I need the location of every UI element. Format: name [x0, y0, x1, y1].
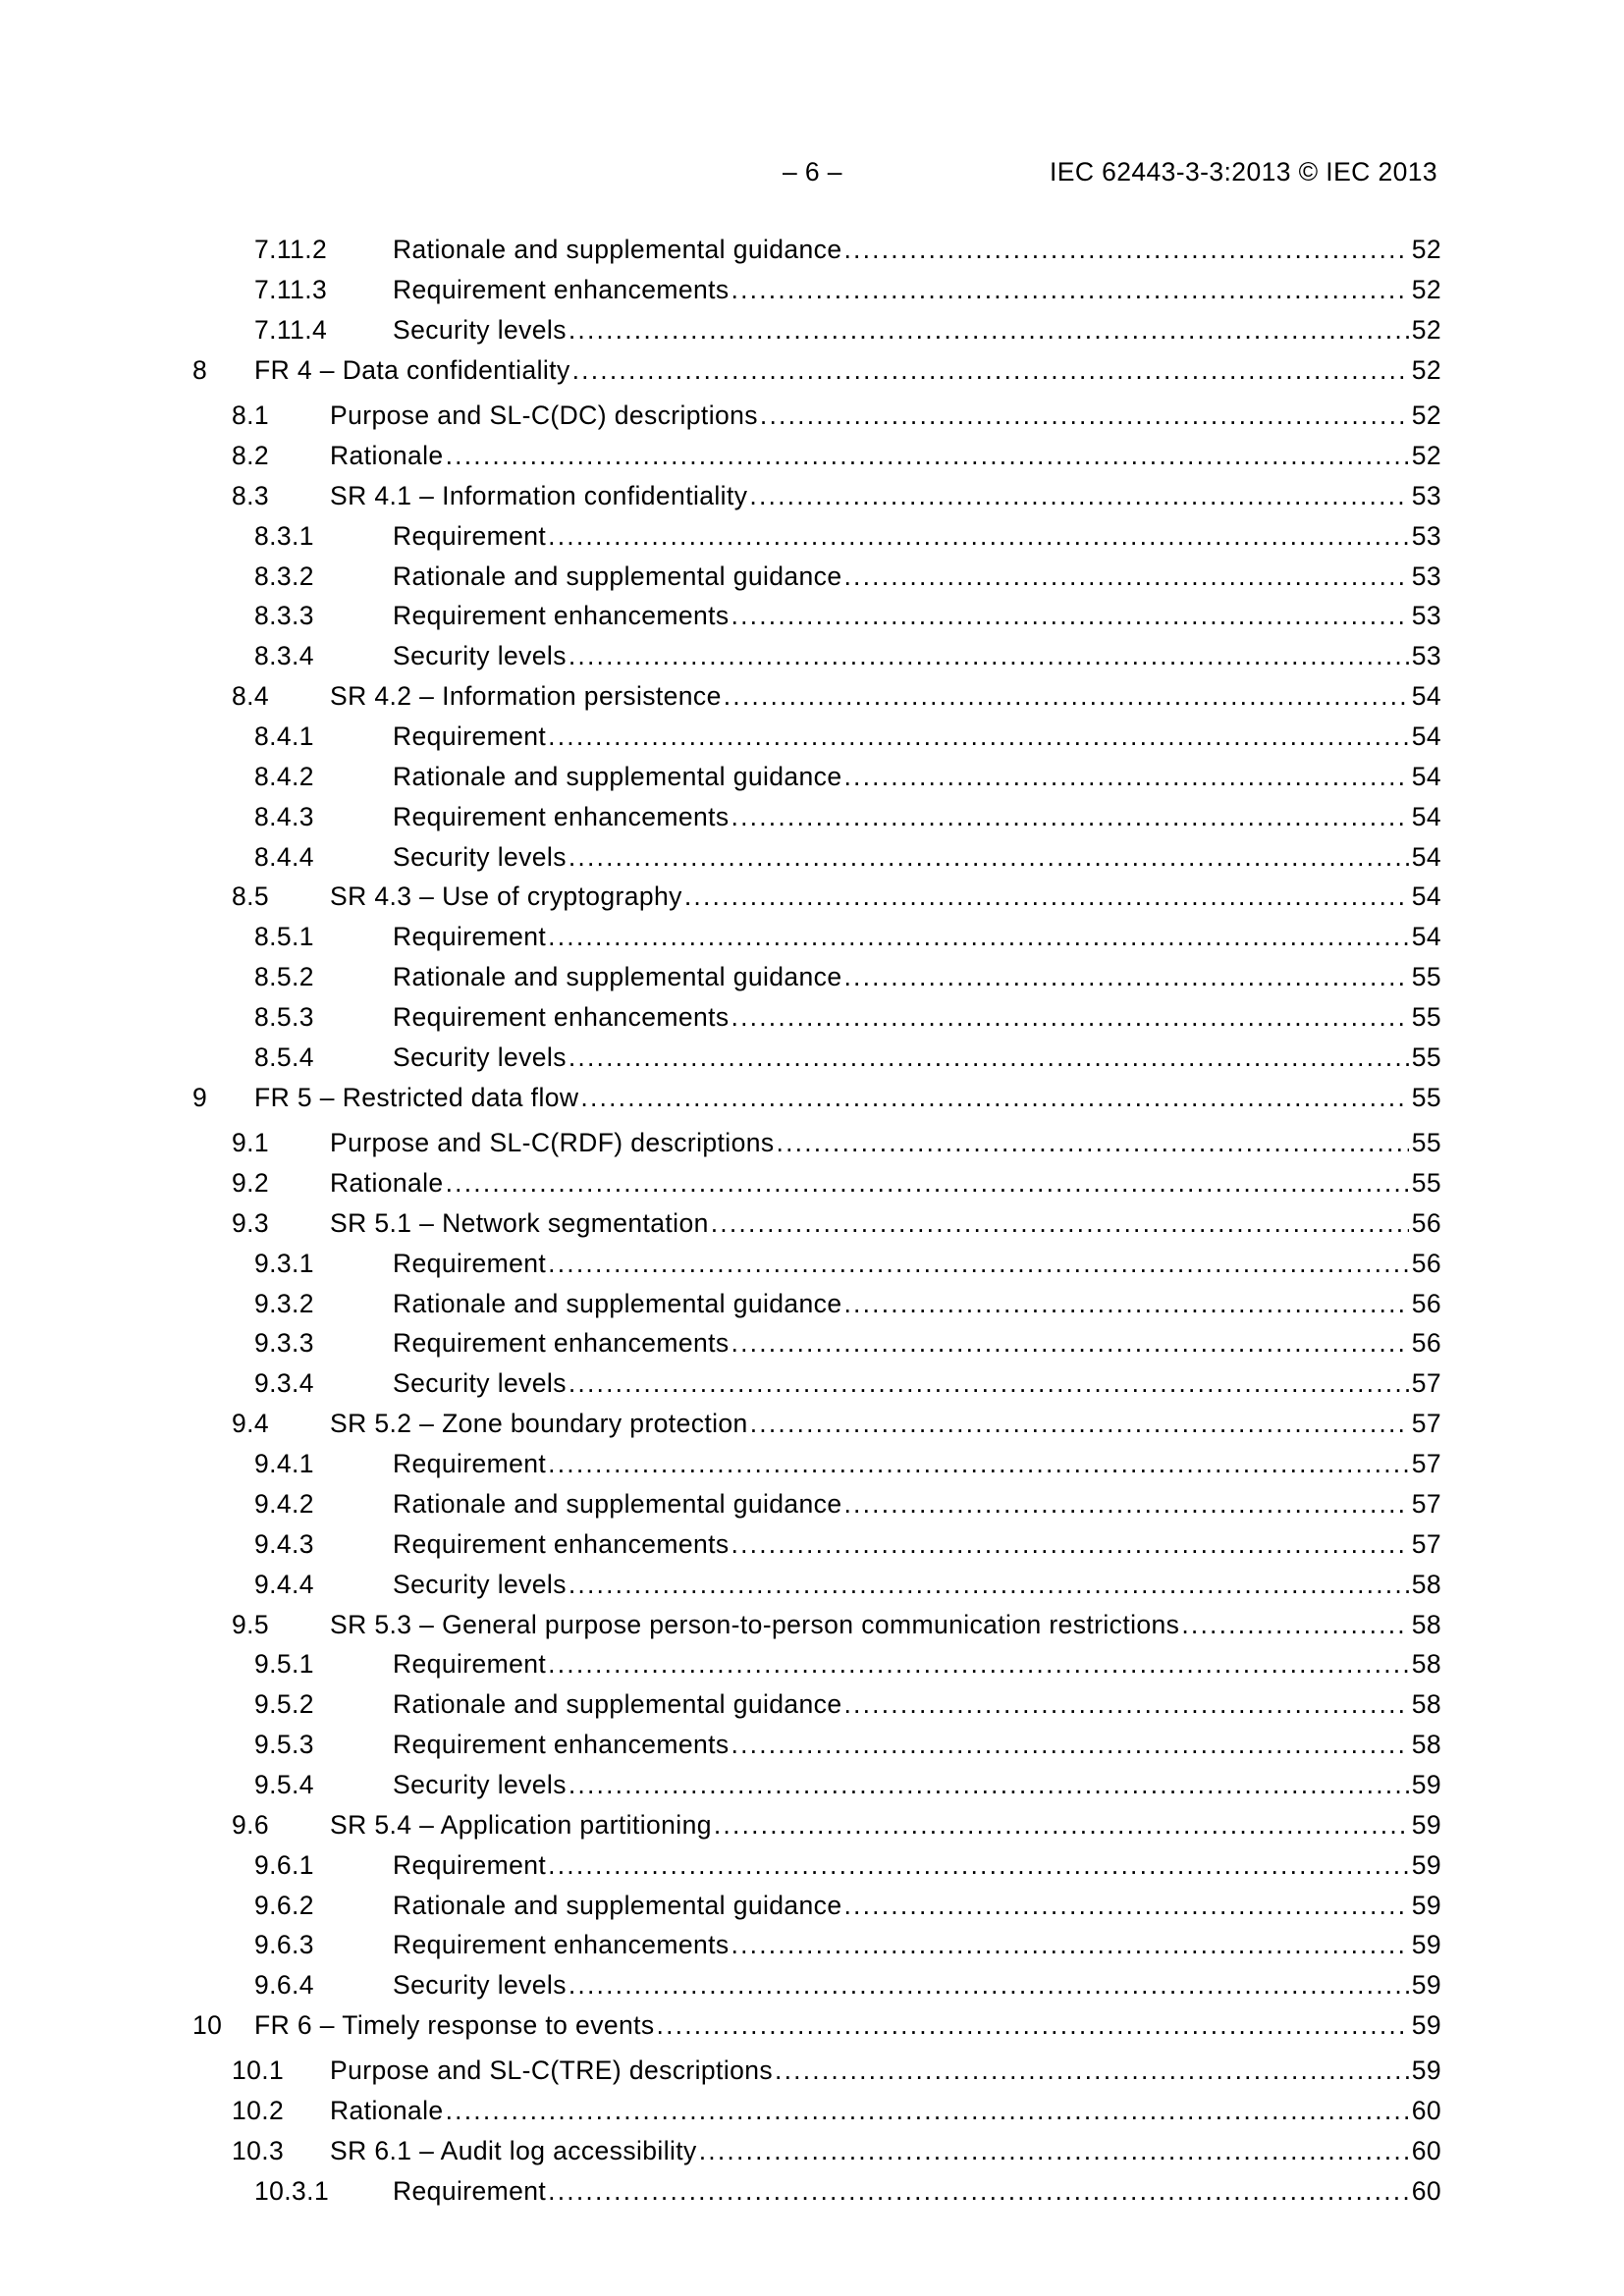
toc-entry[interactable] [0, 1767, 1624, 1802]
toc-entry-number: 8.5.1 [254, 922, 314, 951]
toc-leader-dots [843, 1286, 1409, 1321]
toc-entry-title: Security levels [393, 641, 567, 670]
toc-entry-number: 8.4.4 [254, 842, 314, 872]
toc-leader-dots [749, 478, 1409, 513]
toc-entry-number: 9.3.1 [254, 1249, 314, 1278]
toc-entry-title: SR 4.2 – Information persistence [330, 681, 722, 711]
toc-entry-number: 8.5 [232, 881, 270, 911]
toc-entry[interactable] [0, 518, 1624, 554]
toc-entry[interactable] [0, 1246, 1624, 1281]
toc-entry-page: 54 [1411, 721, 1441, 751]
toc-leader-dots [572, 352, 1409, 388]
document-reference: IEC 62443-3-3:2013 © IEC 2013 [1049, 157, 1437, 187]
toc-entry-title: Purpose and SL-C(DC) descriptions [330, 400, 758, 430]
toc-entry-page: 58 [1411, 1730, 1441, 1759]
toc-leader-dots [446, 2093, 1409, 2128]
toc-leader-dots [699, 2133, 1409, 2168]
toc-entry-page: 56 [1411, 1208, 1441, 1238]
toc-entry-page: 57 [1411, 1368, 1441, 1398]
toc-entry-title: SR 5.2 – Zone boundary protection [330, 1409, 748, 1438]
toc-entry-title: Rationale and supplemental guidance [393, 962, 842, 991]
toc-entry-number: 9.5.1 [254, 1649, 314, 1679]
toc-entry-number: 7.11.3 [254, 275, 328, 304]
toc-entry-page: 54 [1411, 802, 1441, 831]
toc-entry-number: 9.5.3 [254, 1730, 314, 1759]
toc-entry-number: 7.11.2 [254, 235, 328, 264]
toc-entry-title: Purpose and SL-C(RDF) descriptions [330, 1128, 775, 1157]
toc-entry[interactable] [0, 2053, 1624, 2088]
toc-entry[interactable] [0, 638, 1624, 673]
toc-leader-dots [775, 2053, 1409, 2088]
toc-leader-dots [548, 1246, 1409, 1281]
toc-entry-page: 57 [1411, 1409, 1441, 1438]
toc-entry-number: 8.3.1 [254, 521, 314, 551]
toc-entry-number: 8.3.2 [254, 561, 314, 591]
toc-entry[interactable] [0, 799, 1624, 834]
toc-entry[interactable] [0, 999, 1624, 1035]
toc-entry[interactable] [0, 678, 1624, 714]
toc-leader-dots [446, 438, 1409, 473]
toc-entry-page: 56 [1411, 1249, 1441, 1278]
toc-entry-title: Rationale and supplemental guidance [393, 762, 842, 791]
toc-entry-title: Requirement [393, 1249, 547, 1278]
toc-entry-number: 8.5.3 [254, 1002, 314, 1032]
toc-leader-dots [548, 2173, 1409, 2209]
toc-leader-dots [568, 1040, 1409, 1075]
toc-entry-number: 9.4.4 [254, 1570, 314, 1599]
toc-entry-number: 10.3.1 [254, 2176, 330, 2206]
toc-entry-title: SR 4.3 – Use of cryptography [330, 881, 682, 911]
toc-entry[interactable] [0, 438, 1624, 473]
toc-entry-title: SR 5.1 – Network segmentation [330, 1208, 709, 1238]
toc-entry-page: 59 [1411, 1850, 1441, 1880]
toc-entry-number: 9.4.1 [254, 1449, 314, 1478]
toc-entry[interactable] [0, 352, 1624, 388]
toc-entry-page: 55 [1411, 1128, 1441, 1157]
toc-entry[interactable] [0, 598, 1624, 633]
toc-entry-title: Rationale and supplemental guidance [393, 1289, 842, 1318]
toc-entry[interactable] [0, 478, 1624, 513]
toc-entry-page: 59 [1411, 2056, 1441, 2085]
toc-entry[interactable] [0, 1040, 1624, 1075]
toc-leader-dots [731, 799, 1409, 834]
toc-entry-title: Requirement [393, 922, 547, 951]
toc-entry[interactable] [0, 719, 1624, 754]
toc-entry-number: 8.4.3 [254, 802, 314, 831]
toc-entry[interactable] [0, 1807, 1624, 1842]
toc-entry-number: 9.6 [232, 1810, 270, 1840]
toc-leader-dots [568, 1767, 1409, 1802]
toc-entry[interactable] [0, 312, 1624, 347]
toc-leader-dots [446, 1165, 1409, 1201]
toc-entry-number: 9.3.4 [254, 1368, 314, 1398]
toc-entry-page: 60 [1411, 2096, 1441, 2125]
toc-entry-title: Requirement enhancements [393, 802, 730, 831]
toc-leader-dots [714, 1807, 1409, 1842]
toc-entry-title: Security levels [393, 1042, 567, 1072]
toc-leader-dots [548, 1446, 1409, 1481]
toc-entry-page: 55 [1411, 962, 1441, 991]
toc-leader-dots [843, 1686, 1409, 1722]
toc-entry[interactable] [0, 272, 1624, 307]
toc-entry-page: 52 [1411, 275, 1441, 304]
toc-entry-page: 52 [1411, 235, 1441, 264]
toc-entry-number: 9.6.4 [254, 1970, 314, 2000]
toc-entry-title: Security levels [393, 1570, 567, 1599]
toc-leader-dots [711, 1205, 1409, 1241]
toc-leader-dots [548, 518, 1409, 554]
toc-entry-title: Rationale [330, 441, 444, 470]
toc-entry[interactable] [0, 1927, 1624, 1962]
toc-entry-title: FR 6 – Timely response to events [254, 2010, 655, 2040]
toc-entry[interactable] [0, 1607, 1624, 1642]
toc-entry-page: 53 [1411, 481, 1441, 510]
toc-leader-dots [843, 1486, 1409, 1522]
toc-entry-number: 8.4 [232, 681, 270, 711]
toc-entry-title: Security levels [393, 315, 567, 345]
toc-entry-title: SR 5.4 – Application partitioning [330, 1810, 712, 1840]
toc-entry-number: 9.5.4 [254, 1770, 314, 1799]
toc-entry-title: Requirement [393, 521, 547, 551]
toc-leader-dots [684, 879, 1409, 914]
toc-entry[interactable] [0, 559, 1624, 594]
toc-entry-title: Security levels [393, 1368, 567, 1398]
toc-leader-dots [548, 919, 1409, 954]
toc-leader-dots [731, 1727, 1409, 1762]
toc-entry-title: Requirement [393, 1649, 547, 1679]
toc-entry-number: 10.2 [232, 2096, 285, 2125]
toc-entry-title: Security levels [393, 842, 567, 872]
toc-entry-title: Rationale [330, 2096, 444, 2125]
toc-entry-number: 8.5.2 [254, 962, 314, 991]
page-header [0, 154, 1624, 189]
toc-entry[interactable] [0, 1165, 1624, 1201]
toc-entry[interactable] [0, 1080, 1624, 1115]
toc-entry-number: 9 [192, 1083, 208, 1112]
toc-entry-title: Requirement [393, 1449, 547, 1478]
toc-entry-page: 55 [1411, 1083, 1441, 1112]
toc-leader-dots [843, 759, 1409, 794]
toc-entry-page: 54 [1411, 881, 1441, 911]
toc-entry-page: 57 [1411, 1529, 1441, 1559]
toc-entry-title: Purpose and SL-C(TRE) descriptions [330, 2056, 774, 2085]
toc-entry-number: 9.1 [232, 1128, 270, 1157]
toc-entry[interactable] [0, 1967, 1624, 2002]
toc-entry-page: 59 [1411, 2010, 1441, 2040]
toc-entry-number: 9.5 [232, 1610, 270, 1639]
toc-entry[interactable] [0, 1286, 1624, 1321]
toc-entry-title: FR 5 – Restricted data flow [254, 1083, 579, 1112]
toc-entry-number: 9.5.2 [254, 1689, 314, 1719]
toc-entry-page: 59 [1411, 1810, 1441, 1840]
toc-entry-number: 9.6.3 [254, 1930, 314, 1959]
toc-entry-page: 60 [1411, 2176, 1441, 2206]
toc-entry-title: Security levels [393, 1770, 567, 1799]
toc-entry-page: 56 [1411, 1328, 1441, 1358]
toc-entry[interactable] [0, 959, 1624, 994]
toc-entry[interactable] [0, 1888, 1624, 1923]
toc-entry-title: SR 5.3 – General purpose person-to-person communication restrictions [330, 1610, 1180, 1639]
toc-entry[interactable] [0, 2093, 1624, 2128]
toc-leader-dots [724, 678, 1409, 714]
toc-entry-title: Requirement enhancements [393, 1730, 730, 1759]
toc-entry-number: 9.3.2 [254, 1289, 314, 1318]
toc-entry-page: 53 [1411, 521, 1441, 551]
toc-entry-title: Requirement enhancements [393, 601, 730, 630]
toc-entry[interactable] [0, 1727, 1624, 1762]
toc-entry-number: 9.4.3 [254, 1529, 314, 1559]
toc-entry-page: 54 [1411, 762, 1441, 791]
toc-entry-number: 8.4.2 [254, 762, 314, 791]
toc-leader-dots [548, 1847, 1409, 1883]
toc-entry-title: Requirement enhancements [393, 1930, 730, 1959]
toc-entry-page: 53 [1411, 601, 1441, 630]
toc-entry-page: 55 [1411, 1168, 1441, 1198]
toc-leader-dots [731, 999, 1409, 1035]
toc-leader-dots [731, 1325, 1409, 1361]
toc-leader-dots [731, 272, 1409, 307]
toc-entry-title: SR 6.1 – Audit log accessibility [330, 2136, 697, 2165]
toc-entry-title: Requirement [393, 721, 547, 751]
toc-entry-page: 59 [1411, 1770, 1441, 1799]
toc-leader-dots [568, 1567, 1409, 1602]
toc-entry[interactable] [0, 1526, 1624, 1562]
toc-entry-page: 52 [1411, 400, 1441, 430]
toc-entry[interactable] [0, 879, 1624, 914]
toc-entry-page: 58 [1411, 1689, 1441, 1719]
toc-entry-number: 8.3.3 [254, 601, 314, 630]
toc-entry-page: 54 [1411, 842, 1441, 872]
toc-entry-title: Requirement [393, 2176, 547, 2206]
toc-entry-title: Requirement enhancements [393, 1529, 730, 1559]
toc-leader-dots [580, 1080, 1409, 1115]
toc-entry[interactable] [0, 1125, 1624, 1160]
toc-entry[interactable] [0, 1205, 1624, 1241]
toc-entry[interactable] [0, 1406, 1624, 1441]
toc-leader-dots [843, 959, 1409, 994]
toc-leader-dots [568, 312, 1409, 347]
toc-entry-number: 8.5.4 [254, 1042, 314, 1072]
toc-leader-dots [731, 598, 1409, 633]
toc-entry-title: Rationale and supplemental guidance [393, 1489, 842, 1519]
toc-leader-dots [750, 1406, 1409, 1441]
toc-entry-page: 58 [1411, 1649, 1441, 1679]
toc-entry-page: 58 [1411, 1610, 1441, 1639]
toc-entry-page: 53 [1411, 561, 1441, 591]
toc-entry-page: 54 [1411, 922, 1441, 951]
toc-entry-title: Rationale and supplemental guidance [393, 561, 842, 591]
toc-leader-dots [548, 719, 1409, 754]
toc-entry-number: 10.3 [232, 2136, 285, 2165]
toc-leader-dots [843, 232, 1409, 267]
toc-leader-dots [568, 1967, 1409, 2002]
toc-entry-number: 9.4.2 [254, 1489, 314, 1519]
toc-entry-page: 56 [1411, 1289, 1441, 1318]
toc-entry[interactable] [0, 919, 1624, 954]
toc-entry[interactable] [0, 1686, 1624, 1722]
toc-entry-title: Requirement enhancements [393, 1002, 730, 1032]
toc-entry-page: 52 [1411, 441, 1441, 470]
toc-entry-page: 54 [1411, 681, 1441, 711]
toc-entry-number: 9.3.3 [254, 1328, 314, 1358]
toc-entry-number: 8.4.1 [254, 721, 314, 751]
toc-entry-page: 59 [1411, 1970, 1441, 2000]
toc-entry-page: 55 [1411, 1002, 1441, 1032]
toc-entry-title: Rationale [330, 1168, 444, 1198]
toc-entry[interactable] [0, 2133, 1624, 2168]
toc-entry-page: 58 [1411, 1570, 1441, 1599]
toc-entry[interactable] [0, 2007, 1624, 2043]
toc-entry-page: 52 [1411, 315, 1441, 345]
toc-entry-page: 57 [1411, 1449, 1441, 1478]
toc-entry-page: 55 [1411, 1042, 1441, 1072]
toc-entry-number: 7.11.4 [254, 315, 328, 345]
toc-entry-page: 59 [1411, 1930, 1441, 1959]
toc-leader-dots [760, 398, 1409, 433]
toc-leader-dots [548, 1646, 1409, 1682]
toc-entry[interactable] [0, 1365, 1624, 1401]
toc-entry-title: Rationale and supplemental guidance [393, 1891, 842, 1920]
toc-entry-number: 10 [192, 2010, 223, 2040]
toc-entry-number: 9.6.1 [254, 1850, 314, 1880]
toc-entry-title: Rationale and supplemental guidance [393, 1689, 842, 1719]
toc-entry-page: 53 [1411, 641, 1441, 670]
toc-entry[interactable] [0, 232, 1624, 267]
toc-entry-number: 9.3 [232, 1208, 270, 1238]
toc-leader-dots [657, 2007, 1409, 2043]
toc-entry[interactable] [0, 1567, 1624, 1602]
page-number: – 6 – [783, 157, 842, 187]
toc-entry-number: 8.1 [232, 400, 270, 430]
toc-entry[interactable] [0, 1446, 1624, 1481]
toc-entry[interactable] [0, 398, 1624, 433]
toc-entry[interactable] [0, 1646, 1624, 1682]
toc-entry-number: 10.1 [232, 2056, 285, 2085]
toc-entry-title: Requirement enhancements [393, 275, 730, 304]
toc-entry-number: 8.2 [232, 441, 270, 470]
toc-leader-dots [843, 559, 1409, 594]
toc-entry-number: 8.3 [232, 481, 270, 510]
toc-entry-title: SR 4.1 – Information confidentiality [330, 481, 748, 510]
toc-leader-dots [568, 638, 1409, 673]
toc-entry-page: 60 [1411, 2136, 1441, 2165]
toc-entry-number: 9.2 [232, 1168, 270, 1198]
toc-entry-number: 9.4 [232, 1409, 270, 1438]
toc-entry-page: 52 [1411, 355, 1441, 385]
toc-entry-page: 57 [1411, 1489, 1441, 1519]
toc-entry[interactable] [0, 839, 1624, 875]
toc-entry[interactable] [0, 2173, 1624, 2209]
toc-entry[interactable] [0, 1847, 1624, 1883]
toc-leader-dots [731, 1927, 1409, 1962]
toc-entry-title: Security levels [393, 1970, 567, 2000]
toc-entry-number: 8.3.4 [254, 641, 314, 670]
toc-entry-title: Rationale and supplemental guidance [393, 235, 842, 264]
toc-leader-dots [568, 1365, 1409, 1401]
toc-leader-dots [568, 839, 1409, 875]
toc-entry-title: Requirement enhancements [393, 1328, 730, 1358]
toc-entry[interactable] [0, 1325, 1624, 1361]
toc-entry-number: 9.6.2 [254, 1891, 314, 1920]
toc-entry-page: 59 [1411, 1891, 1441, 1920]
toc-leader-dots [777, 1125, 1410, 1160]
toc-entry[interactable] [0, 759, 1624, 794]
toc-entry[interactable] [0, 1486, 1624, 1522]
toc-entry-title: Requirement [393, 1850, 547, 1880]
toc-leader-dots [843, 1888, 1409, 1923]
toc-leader-dots [1181, 1607, 1409, 1642]
toc-entry-number: 8 [192, 355, 208, 385]
toc-leader-dots [731, 1526, 1409, 1562]
toc-entry-title: FR 4 – Data confidentiality [254, 355, 570, 385]
